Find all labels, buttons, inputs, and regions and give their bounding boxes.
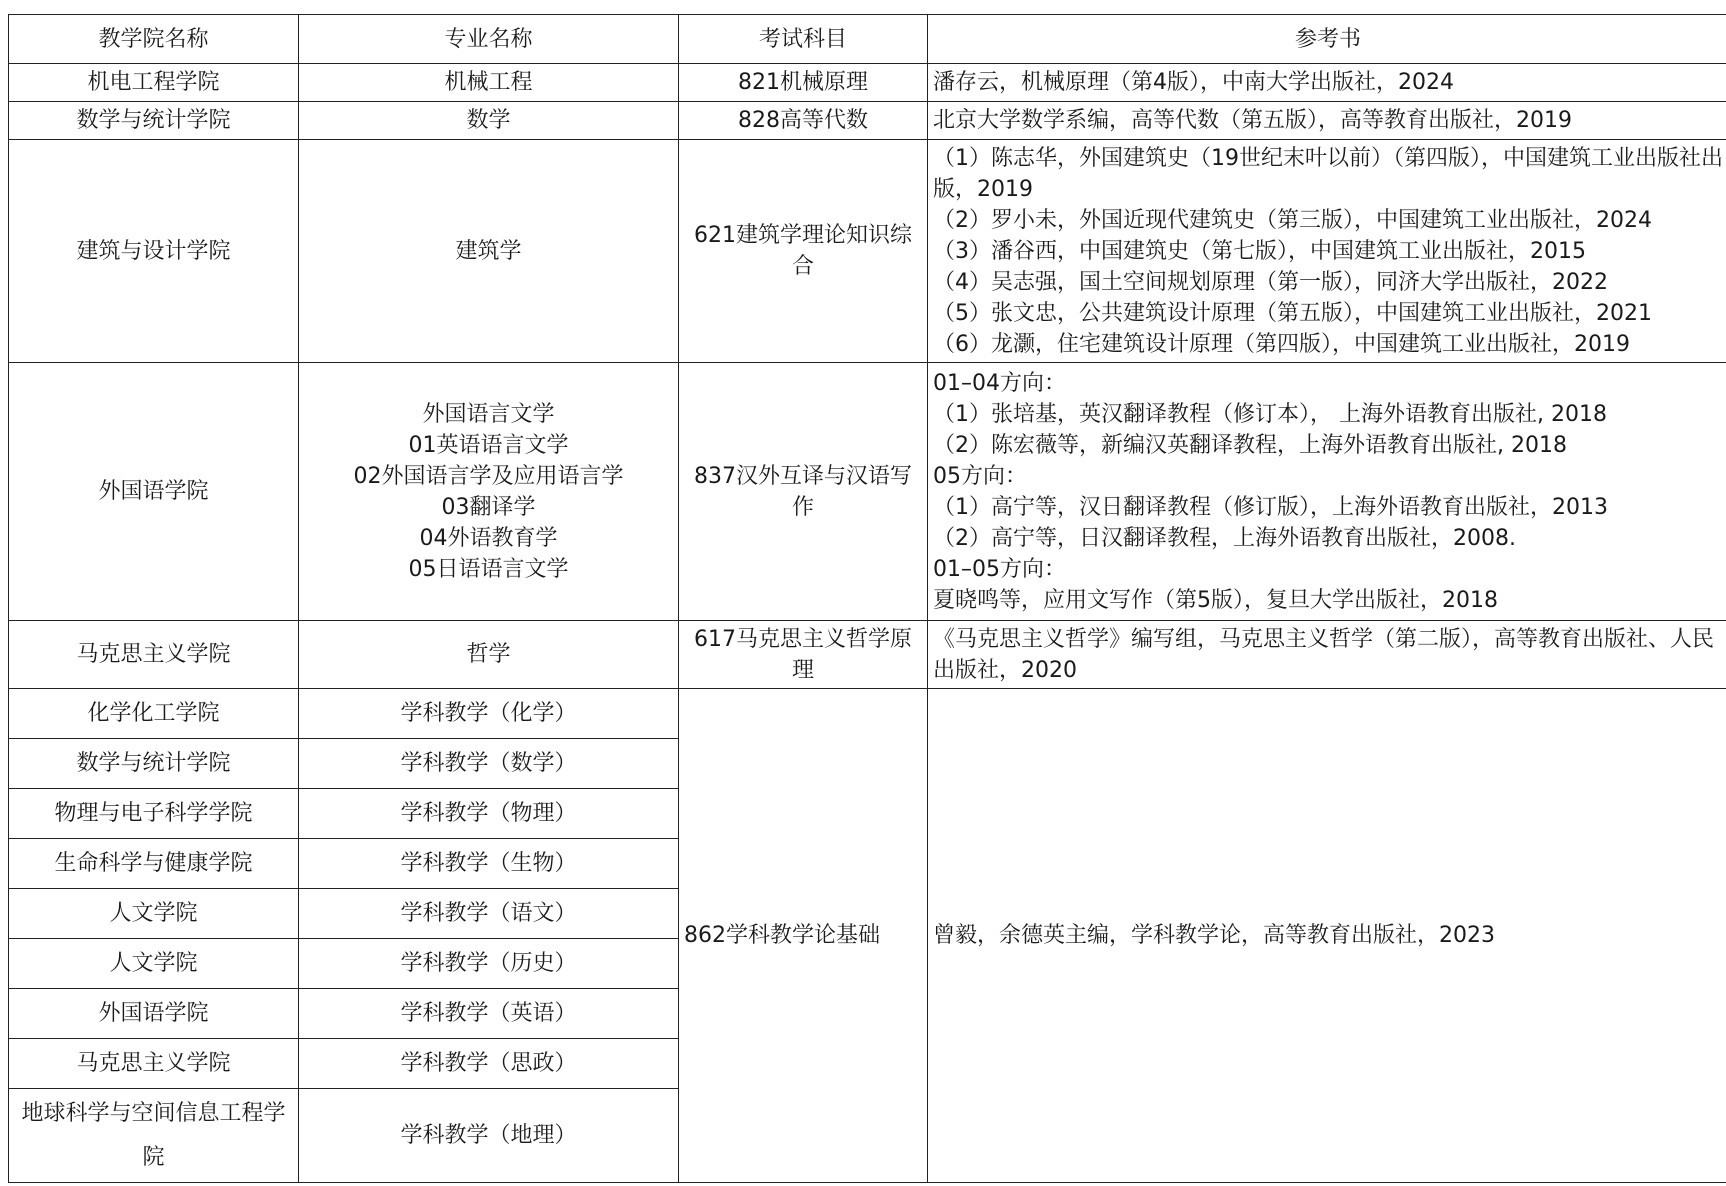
book-line: （5）张文忠，公共建筑设计原理（第五版），中国建筑工业出版社，2021 bbox=[933, 300, 1652, 326]
college-cell: 马克思主义学院 bbox=[9, 621, 299, 689]
book-line: （1）高宁等，汉日翻译教程（修订版），上海外语教育出版社，2013 bbox=[933, 494, 1608, 520]
reference-table-container bbox=[8, 14, 1726, 1183]
book-line: 01–04方向： bbox=[933, 370, 1066, 396]
reference-book-table bbox=[8, 14, 1726, 1183]
book-line: （6）龙灏，住宅建筑设计原理（第四版），中国建筑工业出版社，2019 bbox=[933, 331, 1630, 357]
book-line: （4）吴志强，国土空间规划原理（第一版），同济大学出版社，2022 bbox=[933, 269, 1608, 295]
major-line: 02外国语言学及应用语言学 bbox=[353, 463, 624, 489]
major-cell: 建筑学 bbox=[299, 140, 679, 363]
college-cell: 马克思主义学院 bbox=[9, 1039, 299, 1089]
major-line: 04外语教育学 bbox=[419, 525, 558, 551]
books-cell: 《马克思主义哲学》编写组，马克思主义哲学（第二版），高等教育出版社、人民出版社，2020 bbox=[928, 621, 1726, 689]
major-cell: 学科教学（思政） bbox=[299, 1039, 679, 1089]
college-cell: 化学化工学院 bbox=[9, 689, 299, 739]
book-line: （2）陈宏薇等，新编汉英翻译教程，上海外语教育出版社, 2018 bbox=[933, 432, 1567, 458]
major-cell: 学科教学（数学） bbox=[299, 739, 679, 789]
subject-cell: 621建筑学理论知识综合 bbox=[679, 140, 928, 363]
table-row bbox=[9, 64, 1726, 102]
book-line: （1）张培基，英汉翻译教程（修订本）， 上海外语教育出版社, 2018 bbox=[933, 401, 1607, 427]
subject-cell: 821机械原理 bbox=[679, 64, 928, 102]
major-line: 外国语言文学 bbox=[422, 401, 555, 427]
major-cell bbox=[299, 363, 679, 621]
major-cell: 学科教学（语文） bbox=[299, 889, 679, 939]
college-cell: 地球科学与空间信息工程学院 bbox=[9, 1089, 299, 1183]
book-line: 夏晓鸣等，应用文写作（第5版），复旦大学出版社，2018 bbox=[933, 587, 1498, 613]
books-cell bbox=[928, 140, 1726, 363]
major-cell: 数学 bbox=[299, 102, 679, 140]
college-cell: 人文学院 bbox=[9, 889, 299, 939]
books-cell: 潘存云，机械原理（第4版），中南大学出版社，2024 bbox=[928, 64, 1726, 102]
major-cell: 学科教学（物理） bbox=[299, 789, 679, 839]
major-cell: 学科教学（英语） bbox=[299, 989, 679, 1039]
major-line: 01英语语言文学 bbox=[408, 432, 569, 458]
table-row bbox=[9, 363, 1726, 621]
major-cell: 机械工程 bbox=[299, 64, 679, 102]
subject-cell: 837汉外互译与汉语写作 bbox=[679, 363, 928, 621]
college-cell: 人文学院 bbox=[9, 939, 299, 989]
book-line: 01–05方向： bbox=[933, 556, 1066, 582]
subject-cell-merged: 862学科教学论基础 bbox=[679, 689, 928, 1183]
major-cell: 学科教学（历史） bbox=[299, 939, 679, 989]
college-cell: 数学与统计学院 bbox=[9, 739, 299, 789]
major-cell: 学科教学（生物） bbox=[299, 839, 679, 889]
major-cell: 学科教学（地理） bbox=[299, 1089, 679, 1183]
college-cell: 数学与统计学院 bbox=[9, 102, 299, 140]
header-college: 教学院名称 bbox=[9, 15, 299, 64]
header-row bbox=[9, 15, 1726, 64]
book-line: （3）潘谷西，中国建筑史（第七版），中国建筑工业出版社，2015 bbox=[933, 238, 1586, 264]
subject-cell: 617马克思主义哲学原理 bbox=[679, 621, 928, 689]
book-line: （2）罗小未，外国近现代建筑史（第三版），中国建筑工业出版社，2024 bbox=[933, 207, 1652, 233]
book-line: 05方向： bbox=[933, 463, 1027, 489]
subject-cell: 828高等代数 bbox=[679, 102, 928, 140]
major-line: 05日语语言文学 bbox=[408, 556, 569, 582]
book-line: （2）高宁等，日汉翻译教程，上海外语教育出版社，2008. bbox=[933, 525, 1516, 551]
books-cell bbox=[928, 363, 1726, 621]
college-cell: 生命科学与健康学院 bbox=[9, 839, 299, 889]
header-major: 专业名称 bbox=[299, 15, 679, 64]
table-row bbox=[9, 621, 1726, 689]
college-cell: 物理与电子科学学院 bbox=[9, 789, 299, 839]
table-row bbox=[9, 140, 1726, 363]
major-cell: 学科教学（化学） bbox=[299, 689, 679, 739]
books-cell: 北京大学数学系编，高等代数（第五版），高等教育出版社，2019 bbox=[928, 102, 1726, 140]
header-books: 参考书 bbox=[928, 15, 1726, 64]
table-row bbox=[9, 689, 1726, 739]
book-line: （1）陈志华，外国建筑史（19世纪末叶以前）（第四版），中国建筑工业出版社出版，2019 bbox=[933, 145, 1723, 202]
college-cell: 机电工程学院 bbox=[9, 64, 299, 102]
major-cell: 哲学 bbox=[299, 621, 679, 689]
table-row bbox=[9, 102, 1726, 140]
college-cell: 建筑与设计学院 bbox=[9, 140, 299, 363]
college-cell: 外国语学院 bbox=[9, 989, 299, 1039]
major-line: 03翻译学 bbox=[441, 494, 536, 520]
header-subject: 考试科目 bbox=[679, 15, 928, 64]
college-cell: 外国语学院 bbox=[9, 363, 299, 621]
books-cell-merged: 曾毅，余德英主编，学科教学论，高等教育出版社，2023 bbox=[928, 689, 1726, 1183]
